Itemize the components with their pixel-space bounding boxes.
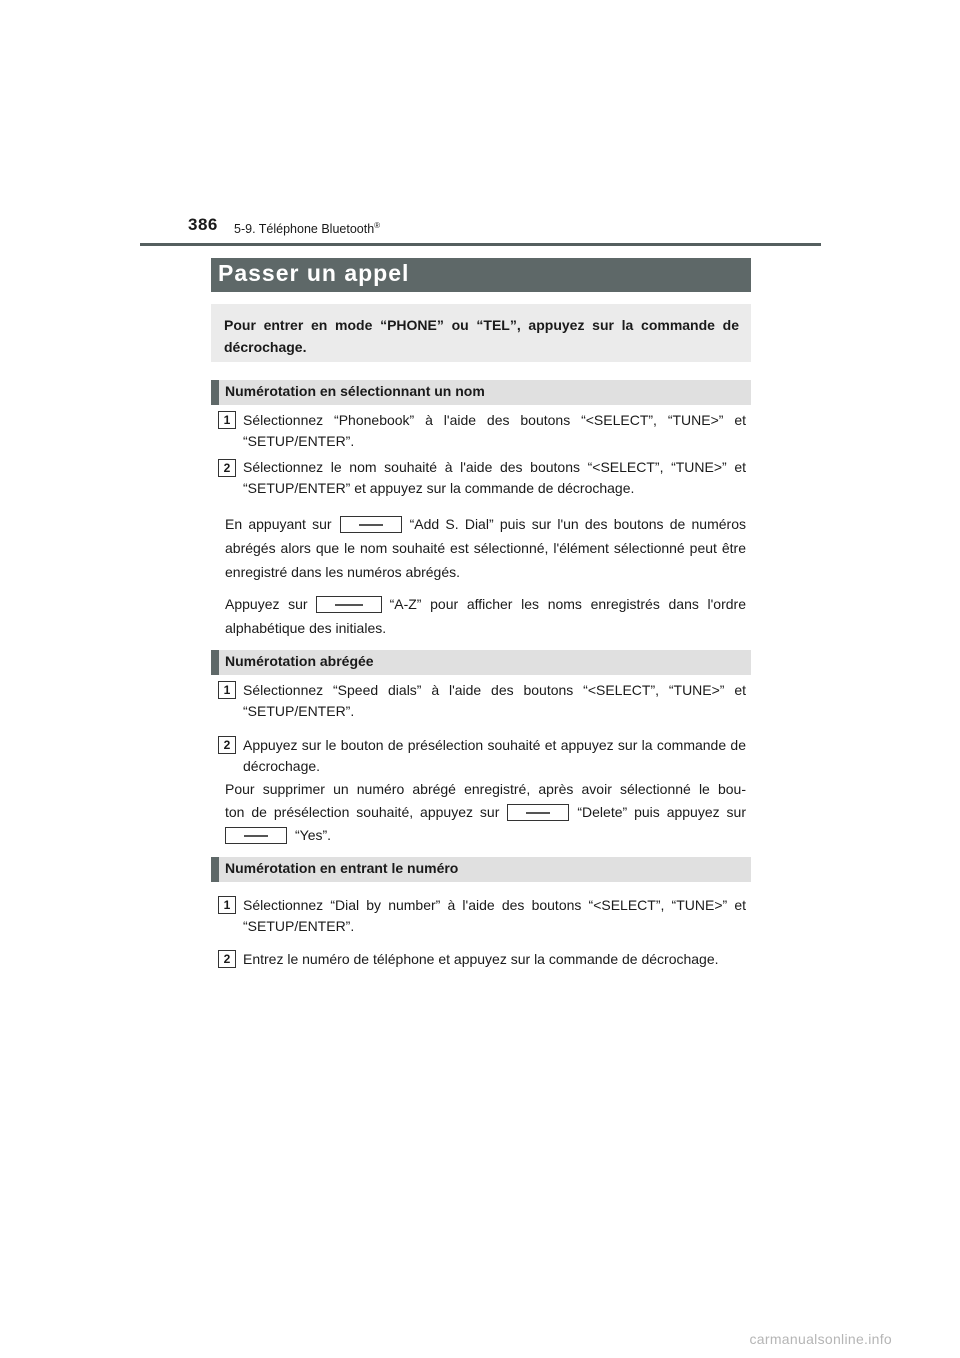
softkey-button-icon [507, 804, 569, 821]
step-number-badge: 1 [218, 896, 236, 914]
step-text: Appuyez sur le bouton de présélection souhaité et appuyez sur la commande de décrochage. [243, 737, 746, 774]
subheading-text: Numérotation abrégée [225, 653, 374, 669]
note-text: “Yes”. [295, 827, 332, 843]
note-delete-speed-dial [225, 778, 746, 847]
page-number: 386 [188, 215, 218, 234]
note-text: Pour supprimer un numéro abrégé enregistré, après avoir sélectionné le bou- [225, 781, 746, 797]
note-text: “A-Z” pour afficher les noms enregistrés dans l'ordre alphabétique des initiales. [225, 596, 746, 636]
note-text: “Delete” puis appuyez sur [577, 804, 746, 820]
step-number-badge: 2 [218, 459, 236, 477]
note-add-speed-dial [225, 512, 746, 584]
subheading-text: Numérotation en entrant le numéro [225, 860, 459, 876]
softkey-button-icon [340, 516, 402, 533]
step-text: Entrez le numéro de téléphone et appuyez sur la commande de décrochage. [243, 951, 719, 967]
watermark: carmanualsonline.info [749, 1331, 892, 1347]
step-number-badge: 1 [218, 411, 236, 429]
step-text: Sélectionnez “Phonebook” à l'aide des boutons “<SELECT”, “TUNE>” et “SETUP/ENTER”. [243, 412, 746, 449]
note-text: “Add S. Dial” puis sur l'un des boutons de numéros abrégés alors que le nom souhaité est sélectionné, l'élément sélectionné peut être enregistré dans les numéros abrégés. [225, 516, 746, 580]
step-number-badge: 1 [218, 681, 236, 699]
page-title: Passer un appel [218, 260, 410, 286]
subheading-name-dial [211, 380, 751, 405]
note-line [225, 824, 746, 847]
registered-mark: ® [374, 221, 381, 230]
softkey-button-icon [316, 596, 382, 613]
note-line [225, 801, 746, 824]
note-text: Appuyez sur [225, 596, 308, 612]
step-text: Sélectionnez “Speed dials” à l'aide des boutons “<SELECT”, “TUNE>” et “SETUP/ENTER”. [243, 682, 746, 719]
note-text: En appuyant sur [225, 516, 332, 532]
subheading-speed-dial [211, 650, 751, 675]
section-label [234, 221, 380, 236]
subheading-enter-number [211, 857, 751, 882]
step-number-badge: 2 [218, 950, 236, 968]
step-text: Sélectionnez “Dial by number” à l'aide des boutons “<SELECT”, “TUNE>” et “SETUP/ENTER”. [243, 897, 746, 934]
softkey-button-icon [225, 827, 287, 844]
intro-box [211, 304, 751, 362]
note-text: ton de présélection souhaité, appuyez sur [225, 804, 500, 820]
page-title-bar [211, 258, 751, 292]
section-title: 5-9. Téléphone Bluetooth [234, 222, 375, 237]
header-divider [140, 243, 821, 246]
step-text: Sélectionnez le nom souhaité à l'aide des boutons “<SELECT”, “TUNE>” et “SETUP/ENTER” et appuyez sur la commande de décrochage. [243, 459, 746, 496]
step-number-badge: 2 [218, 736, 236, 754]
note-a-z [225, 592, 746, 640]
subheading-text: Numérotation en sélectionnant un nom [225, 383, 485, 399]
intro-text: Pour entrer en mode “PHONE” ou “TEL”, appuyez sur la commande de décrochage. [224, 317, 739, 355]
